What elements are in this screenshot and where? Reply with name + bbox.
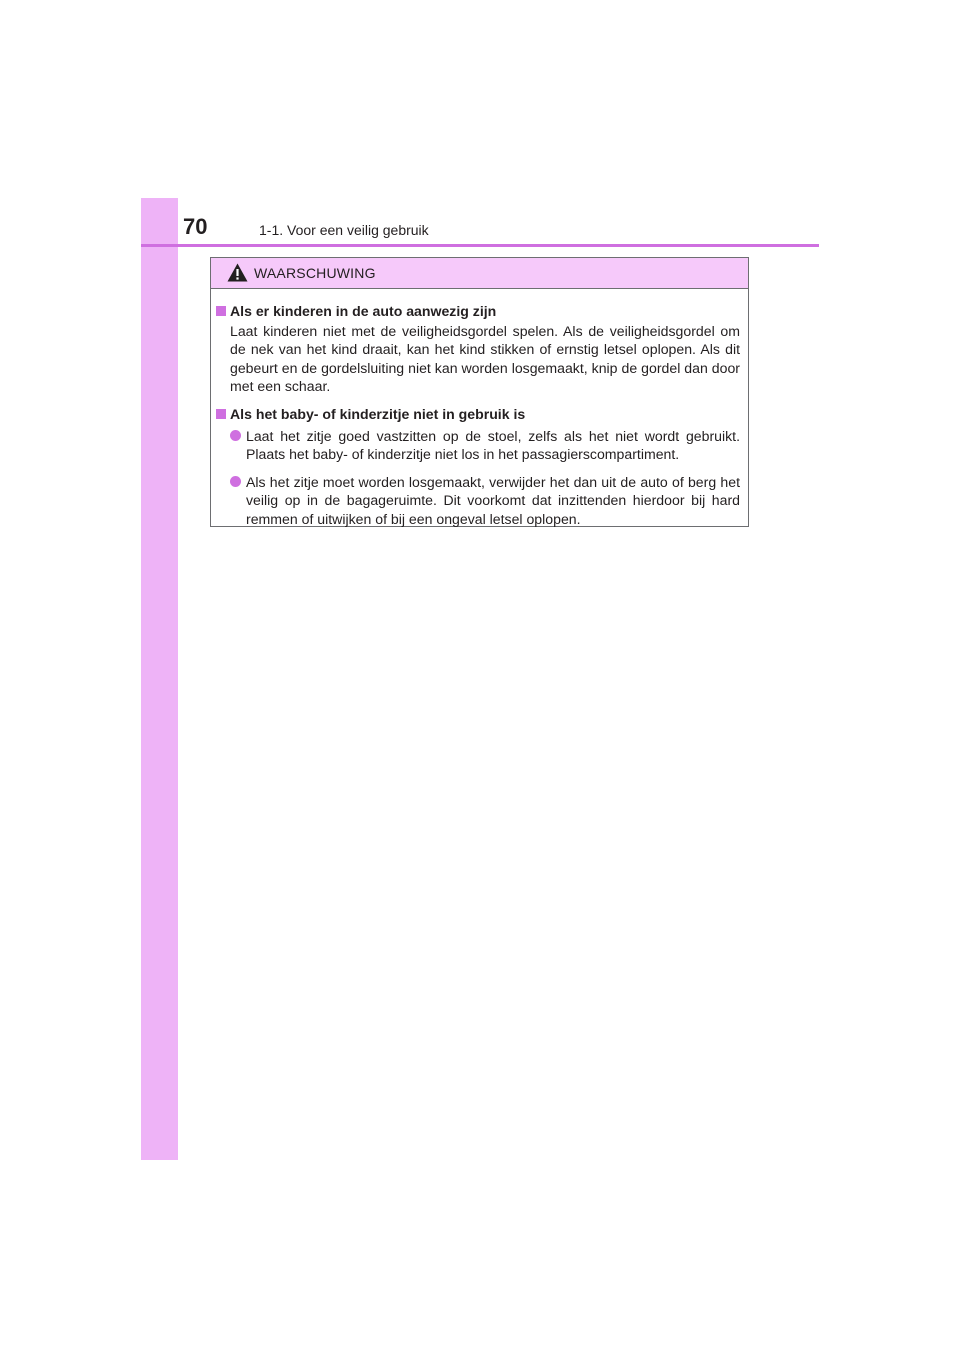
square-bullet-icon xyxy=(216,306,226,316)
header-divider xyxy=(141,244,819,247)
section-title: 1-1. Voor een veilig gebruik xyxy=(259,222,429,238)
list-item xyxy=(216,473,740,529)
warning-section xyxy=(216,405,740,529)
section-heading xyxy=(216,405,740,424)
list-item-text: Als het zitje moet worden losgemaakt, verwijder het dan uit de auto of berg het veilig op in de bagageruimte. Dit voorkomt dat inzittenden hierdoor bij hard remmen of uitwijken of bij een ongeval letsel oplopen. xyxy=(246,473,740,527)
section-heading-text: Als het baby- of kinderzitje niet in gebruik is xyxy=(230,405,526,422)
warning-header xyxy=(211,258,748,289)
warning-box xyxy=(210,257,749,527)
circle-bullet-icon xyxy=(230,430,241,441)
warning-section xyxy=(216,302,740,396)
list-item xyxy=(216,427,740,464)
warning-body xyxy=(211,289,748,529)
section-paragraph: Laat kinderen niet met de veiligheidsgordel spelen. Als de veiligheidsgordel om de nek van het kind draait, kan het kind stikken of ernstig letsel oplopen. Als dit gebeurt en de gordelsluiting niet kan worden losgemaakt, knip de gordel dan door met een schaar. xyxy=(230,322,740,395)
warning-title: WAARSCHUWING xyxy=(254,265,376,281)
section-heading-text: Als er kinderen in de auto aanwezig zijn xyxy=(230,303,497,319)
page-number: 70 xyxy=(183,214,208,239)
warning-triangle-icon xyxy=(227,263,248,282)
chapter-side-tab xyxy=(141,198,178,1160)
list-item-text: Laat het zitje goed vastzitten op de stoel, zelfs als het niet wordt gebruikt. Plaats het baby- of kinderzitje niet los in het passagierscompartiment. xyxy=(246,427,740,463)
circle-bullet-icon xyxy=(230,476,241,487)
square-bullet-icon xyxy=(216,409,226,419)
section-heading xyxy=(216,302,740,321)
